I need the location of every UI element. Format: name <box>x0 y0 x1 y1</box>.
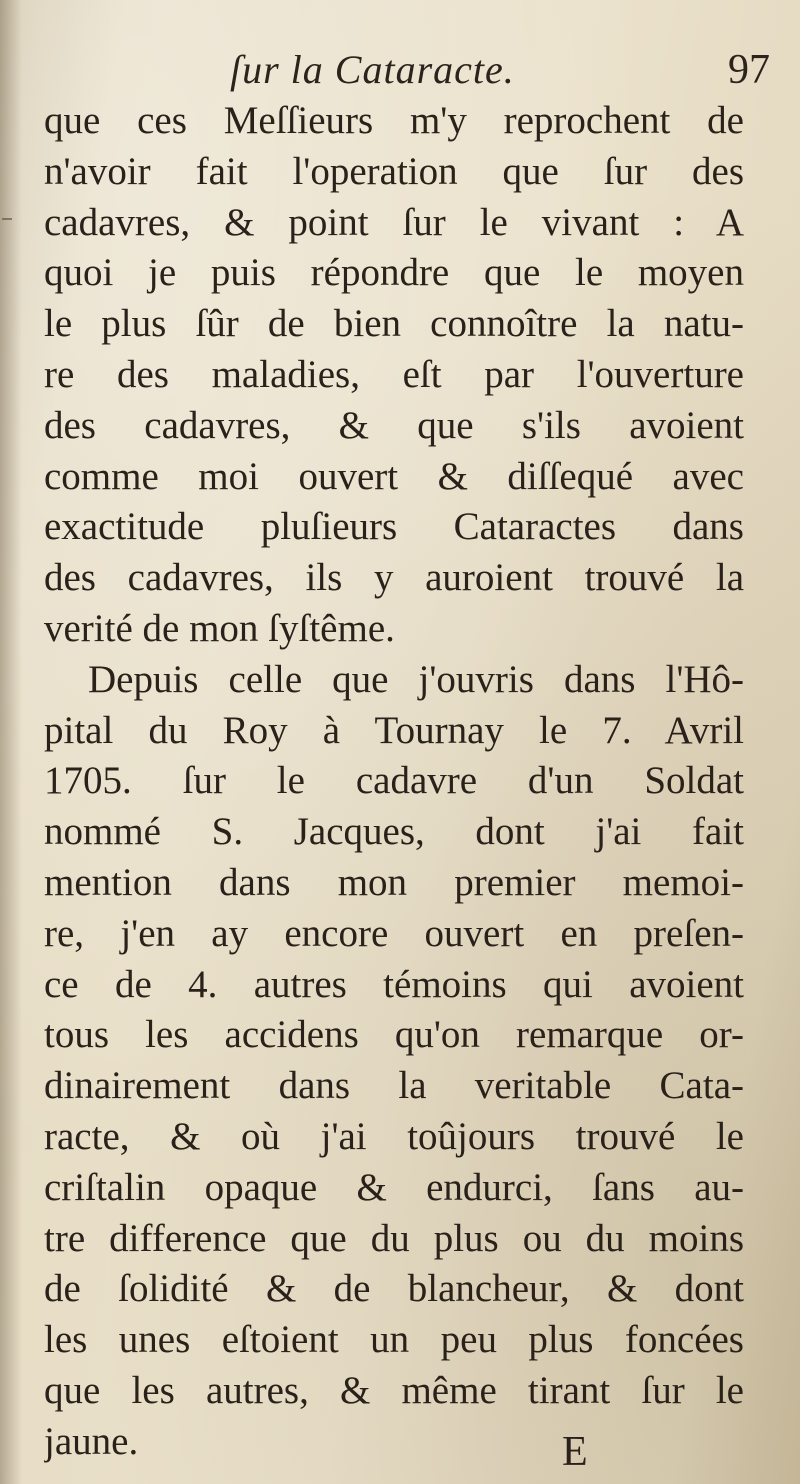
text-line: mention dans mon premier memoi- <box>44 860 744 904</box>
text-line: tous les accidens qu'on remarque or- <box>44 1013 744 1057</box>
text-line: que ces Meſſieurs m'y reprochent de <box>44 99 744 142</box>
catchword: E <box>562 1429 588 1475</box>
text-line: tre difference que du plus ou du moins <box>44 1216 744 1260</box>
text-line: que les autres, & même tirant ſur le <box>44 1368 744 1412</box>
text-line: racte, & où j'ai toûjours trouvé le <box>44 1114 744 1158</box>
text-line: le plus ſûr de bien connoître la natu- <box>44 302 744 346</box>
text-line: cadavres, & point ſur le vivant : A <box>44 200 744 244</box>
text-line: comme moi ouvert & diſſequé avec <box>44 454 744 498</box>
gutter-shadow <box>0 0 22 1484</box>
body-text <box>44 96 744 1468</box>
text-line: les unes eſtoient un peu plus foncées <box>44 1318 744 1362</box>
page-number: 97 <box>728 47 770 93</box>
text-line: quoi je puis répondre que le moyen <box>44 251 744 295</box>
text-line: verité de mon ſyſtême. <box>44 606 395 650</box>
paragraph-1 <box>44 96 744 655</box>
running-head: ſur la Cataracte. <box>230 47 515 92</box>
paragraph-2 <box>44 655 744 1468</box>
text-line: criſtalin opaque & endurci, ſans au- <box>44 1165 744 1209</box>
text-line: jaune. <box>44 1419 139 1463</box>
text-line: dinairement dans la veritable Cata- <box>44 1064 744 1108</box>
text-line: Depuis celle que j'ouvris dans l'Hô- <box>88 657 744 701</box>
text-line: 1705. ſur le cadavre d'un Soldat <box>44 759 744 803</box>
margin-mark <box>2 218 12 220</box>
text-line: exactitude pluſieurs Cataractes dans <box>44 505 744 549</box>
text-line: des cadavres, & que s'ils avoient <box>44 403 744 447</box>
text-line: re, j'en ay encore ouvert en preſen- <box>44 911 744 955</box>
text-line: n'avoir fait l'operation que ſur des <box>44 149 744 193</box>
text-line: de ſolidité & de blancheur, & dont <box>44 1267 744 1311</box>
text-line: des cadavres, ils y auroient trouvé la <box>44 556 744 600</box>
text-line: re des maladies, eſt par l'ouverture <box>44 352 744 396</box>
text-line: ce de 4. autres témoins qui avoient <box>44 962 744 1006</box>
text-line: pital du Roy à Tournay le 7. Avril <box>44 708 744 752</box>
page-header <box>40 40 770 96</box>
text-line: nommé S. Jacques, dont j'ai fait <box>44 810 744 854</box>
